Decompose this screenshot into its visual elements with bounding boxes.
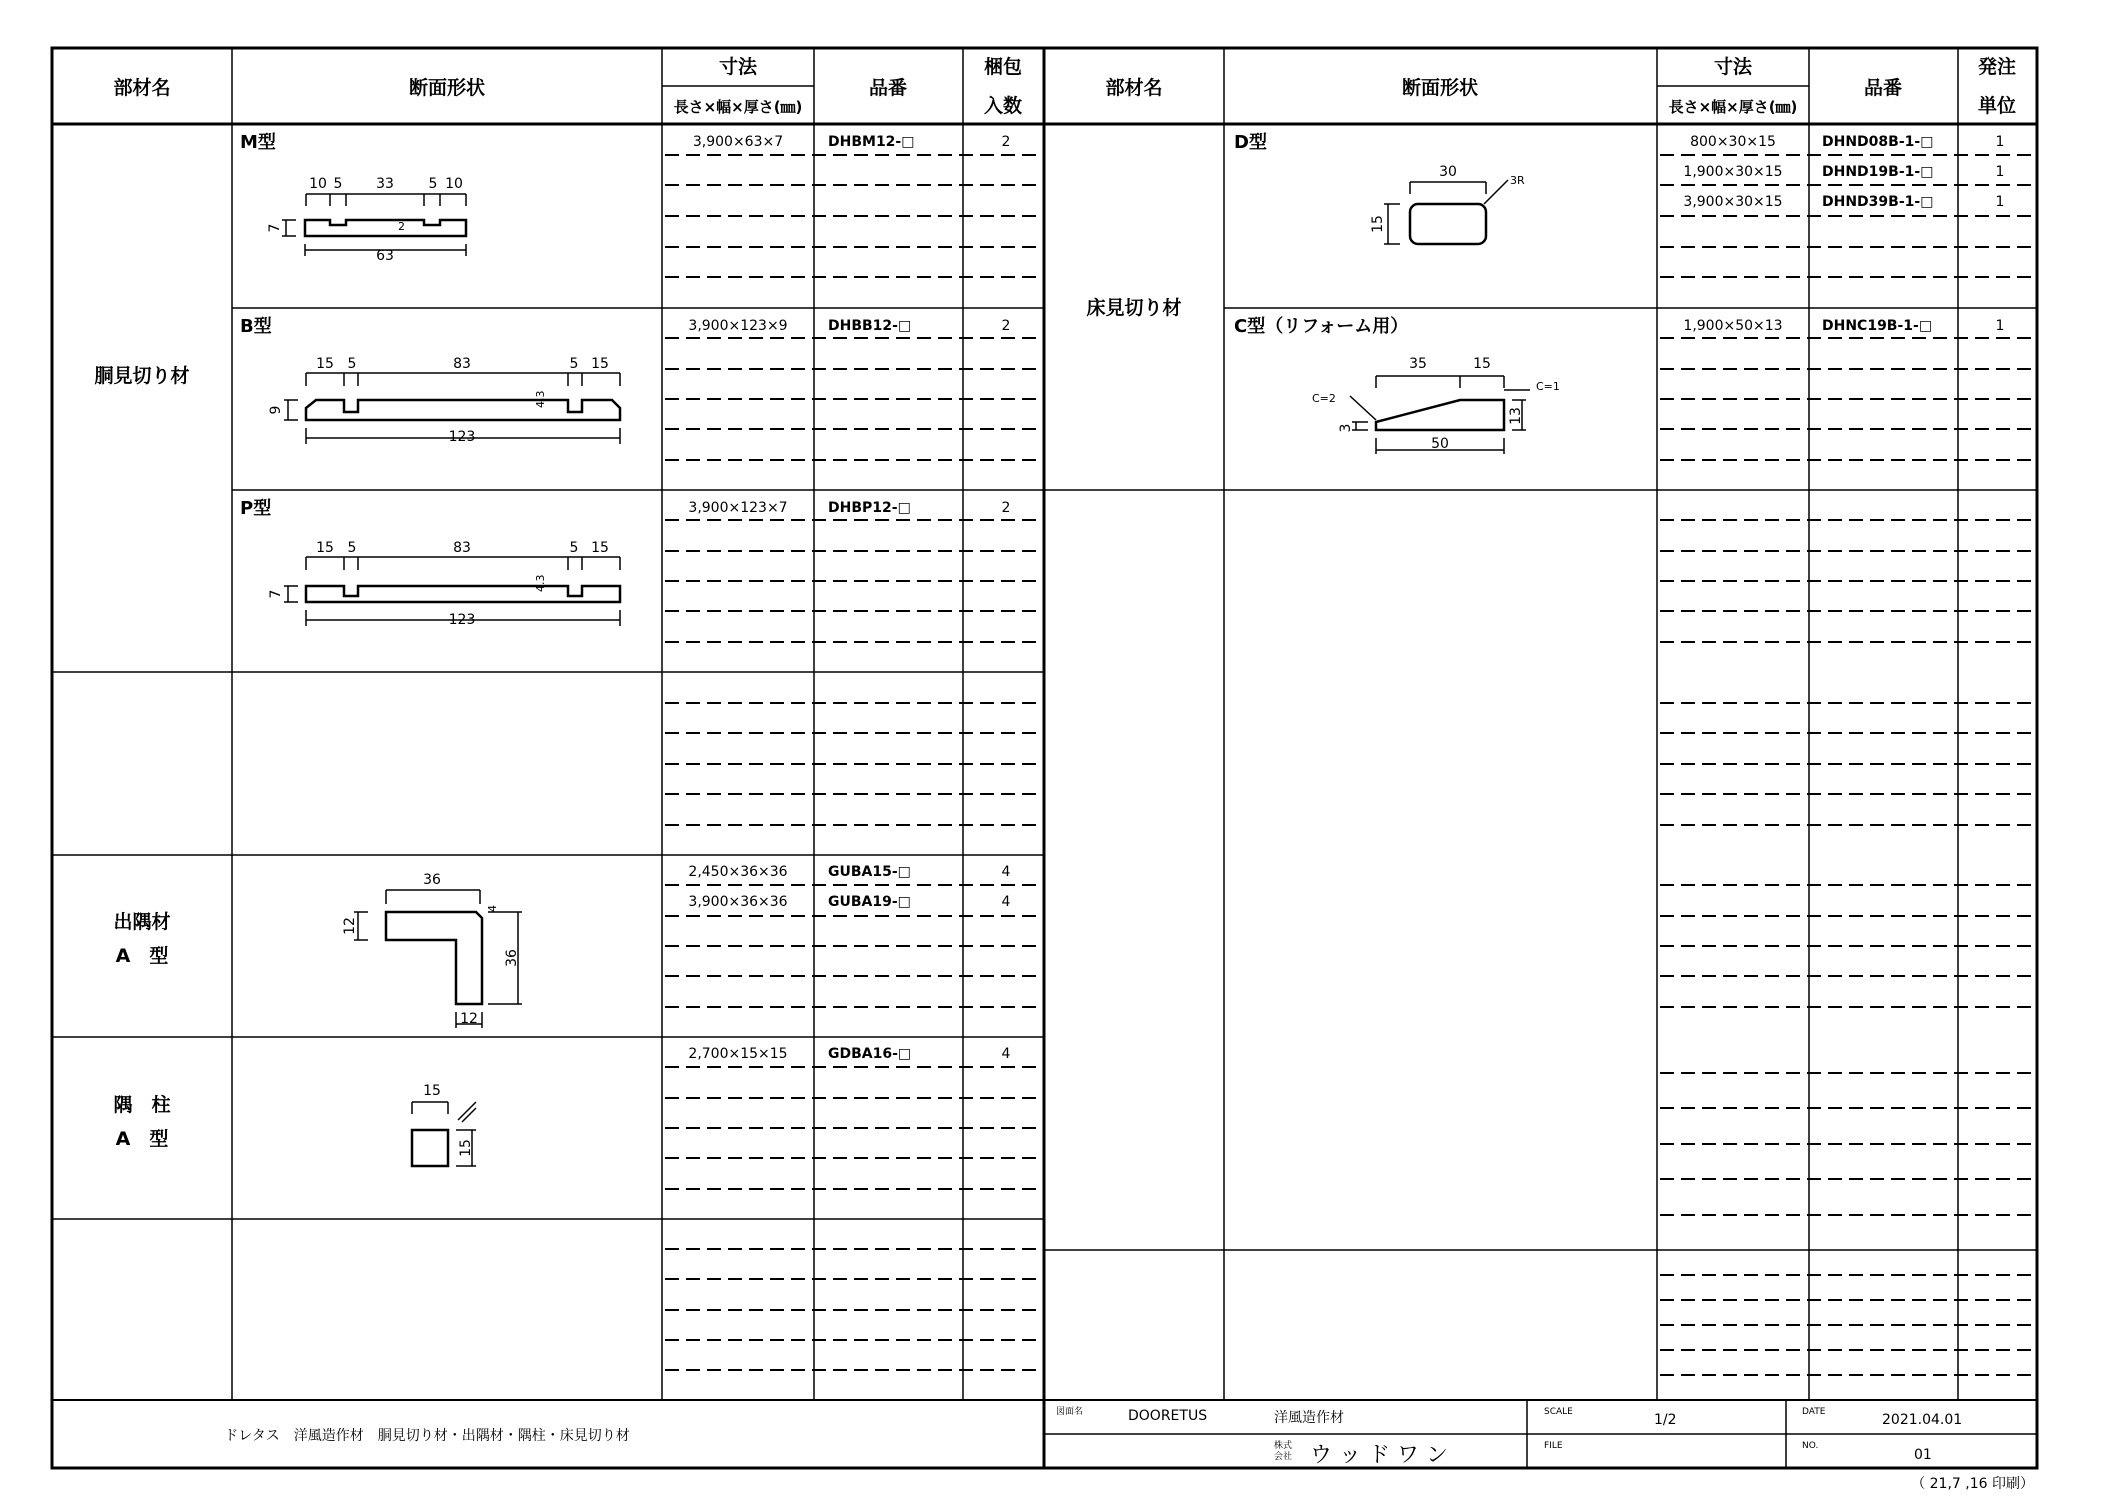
c-type-section [1234, 315, 1560, 454]
p-dim-2: 5 [347, 540, 357, 556]
d-radius: 3R [1510, 174, 1525, 187]
post-dim-right: 15 [458, 1139, 474, 1157]
p-dim-4: 5 [569, 540, 579, 556]
footer-drawing-name: DOORETUS [1128, 1408, 1208, 1424]
header-member-name-left: 部材名 [113, 77, 171, 99]
header-section-shape-right: 断面形状 [1401, 77, 1479, 99]
m-type-section [240, 131, 466, 264]
b-type-rows [688, 318, 1010, 334]
b-dim-2: 5 [347, 356, 357, 372]
header-order-right-2: 単位 [1977, 95, 2017, 117]
b-row-size: 3,900×123×9 [688, 318, 788, 334]
post-row-size: 2,700×15×15 [688, 1046, 788, 1062]
d-type-section [1234, 131, 1525, 244]
footer-drawing-label: 図面名 [1056, 1407, 1084, 1417]
p-type-section [240, 497, 620, 628]
c-chamfer-left: C=2 [1312, 392, 1336, 405]
corner-a-section [342, 872, 522, 1028]
left-dashed-rows [665, 155, 1042, 1370]
c-dim-high: 13 [1508, 407, 1524, 425]
c-dim-a: 35 [1409, 356, 1427, 372]
footer-company-prefix-1: 株式 [1274, 1441, 1293, 1451]
member-name-corner-1: 出隅材 [113, 911, 171, 933]
header-section-shape-left: 断面形状 [408, 77, 486, 99]
m-dim-1: 10 [309, 176, 327, 192]
corner-dim-top: 36 [423, 872, 441, 888]
table-grid [52, 48, 2037, 1468]
d-row2-code: DHND19B-1-□ [1822, 164, 1934, 180]
p-row-size: 3,900×123×7 [688, 500, 788, 516]
d-height: 15 [1370, 215, 1386, 233]
b-dim-3: 83 [453, 356, 471, 372]
c-row-size: 1,900×50×13 [1683, 318, 1783, 334]
c-chamfer-right: C=1 [1536, 380, 1560, 393]
corner-row2-size: 3,900×36×36 [688, 894, 788, 910]
post-row-code: GDBA16-□ [828, 1046, 912, 1062]
m-width: 63 [376, 248, 394, 264]
m-dim-2: 5 [333, 176, 343, 192]
d-row1-code: DHND08B-1-□ [1822, 134, 1934, 150]
p-groove: 4.3 [534, 574, 547, 592]
d-row1-size: 800×30×15 [1690, 134, 1776, 150]
footer-scale: 1/2 [1654, 1412, 1677, 1428]
b-row-qty: 2 [1001, 318, 1011, 334]
header-order-right-1: 発注 [1977, 56, 2017, 78]
header-member-name-right: 部材名 [1105, 77, 1163, 99]
member-name-post-1: 隅 柱 [113, 1094, 171, 1116]
c-width: 50 [1431, 436, 1449, 452]
corner-a-rows [688, 864, 1010, 910]
d-row3-code: DHND39B-1-□ [1822, 194, 1934, 210]
b-type-section [240, 315, 620, 445]
footer-drawing-title: 洋風造作材 [1274, 1410, 1344, 1426]
right-dashed-rows [1660, 155, 2035, 1375]
footer-scale-label: SCALE [1544, 1407, 1573, 1417]
b-dim-5: 15 [591, 356, 609, 372]
member-name-post-2: A 型 [115, 1128, 169, 1150]
corner-dim-right: 36 [504, 949, 520, 967]
header-product-no-right: 品番 [1863, 77, 1903, 99]
p-thickness: 7 [268, 589, 284, 599]
m-thickness: 7 [267, 223, 283, 233]
member-name-yuka-mikiri: 床見切り材 [1086, 297, 1182, 319]
b-width: 123 [448, 429, 476, 445]
header-pack-left-1: 梱包 [983, 56, 1023, 78]
c-row-code: DHNC19B-1-□ [1822, 318, 1933, 334]
post-a-section [412, 1083, 476, 1166]
b-dim-1: 15 [316, 356, 334, 372]
m-dim-4: 5 [428, 176, 438, 192]
m-row-qty: 2 [1001, 134, 1011, 150]
b-dim-4: 5 [569, 356, 579, 372]
d-type-rows [1683, 134, 2004, 210]
header-dimension-sub-left: 長さ×幅×厚さ(㎜) [673, 98, 803, 116]
d-row1-unit: 1 [1995, 134, 2005, 150]
corner-row2-code: GUBA19-□ [828, 894, 911, 910]
p-width: 123 [448, 612, 476, 628]
footer-description: ドレタス 洋風造作材 胴見切り材・出隅材・隅柱・床見切り材 [224, 1428, 630, 1444]
footer-no: 01 [1914, 1447, 1932, 1463]
corner-row1-qty: 4 [1001, 864, 1011, 880]
footer-file-label: FILE [1544, 1441, 1563, 1451]
corner-row1-size: 2,450×36×36 [688, 864, 788, 880]
p-row-code: DHBP12-□ [828, 500, 911, 516]
b-thickness: 9 [268, 405, 284, 415]
d-type-label: D型 [1234, 132, 1267, 153]
m-type-label: M型 [240, 132, 276, 153]
p-dim-3: 83 [453, 540, 471, 556]
footer-no-label: NO. [1802, 1441, 1819, 1451]
footer-company: ウ ッ ド ワ ン [1310, 1443, 1448, 1468]
p-dim-5: 15 [591, 540, 609, 556]
header-dimension-sub-right: 長さ×幅×厚さ(㎜) [1668, 98, 1798, 116]
header-product-no-left: 品番 [868, 77, 908, 99]
header-dimension-right: 寸法 [1713, 56, 1753, 78]
corner-dim-left: 12 [342, 917, 358, 935]
m-row-size: 3,900×63×7 [692, 134, 784, 150]
member-name-corner-2: A 型 [115, 945, 169, 967]
c-type-label: C型（リフォーム用） [1234, 316, 1409, 337]
d-row2-unit: 1 [1995, 164, 2005, 180]
m-dim-5: 10 [445, 176, 463, 192]
footer-date: 2021.04.01 [1882, 1412, 1963, 1428]
header-pack-left-2: 入数 [983, 95, 1023, 117]
d-dim-top: 30 [1439, 164, 1457, 180]
corner-row2-qty: 4 [1001, 894, 1011, 910]
b-type-label: B型 [240, 316, 272, 337]
post-a-rows [688, 1046, 1010, 1062]
p-type-rows [688, 500, 1010, 516]
b-row-code: DHBB12-□ [828, 318, 912, 334]
m-groove: 2 [398, 220, 405, 233]
post-row-qty: 4 [1001, 1046, 1011, 1062]
footer-company-prefix-2: 会社 [1274, 1452, 1293, 1462]
d-row3-size: 3,900×30×15 [1683, 194, 1783, 210]
m-row-code: DHBM12-□ [828, 134, 915, 150]
p-row-qty: 2 [1001, 500, 1011, 516]
d-row3-unit: 1 [1995, 194, 2005, 210]
member-name-dou-mikiri: 胴見切り材 [94, 365, 190, 387]
m-dim-3: 33 [376, 176, 394, 192]
p-type-label: P型 [240, 498, 272, 519]
c-dim-b: 15 [1473, 356, 1491, 372]
c-type-rows [1683, 318, 2004, 334]
corner-dim-small: 4 [486, 905, 499, 912]
c-row-unit: 1 [1995, 318, 2005, 334]
p-dim-1: 15 [316, 540, 334, 556]
post-dim-top: 15 [423, 1083, 441, 1099]
b-groove: 4.3 [534, 390, 547, 408]
d-row2-size: 1,900×30×15 [1683, 164, 1783, 180]
c-dim-low: 3 [1338, 423, 1354, 433]
footer-print-note: （ 21,7 ,16 印刷） [1911, 1476, 2034, 1492]
corner-row1-code: GUBA15-□ [828, 864, 911, 880]
corner-dim-bottom: 12 [460, 1011, 478, 1027]
header-dimension-left: 寸法 [718, 56, 758, 78]
footer-date-label: DATE [1802, 1407, 1826, 1417]
